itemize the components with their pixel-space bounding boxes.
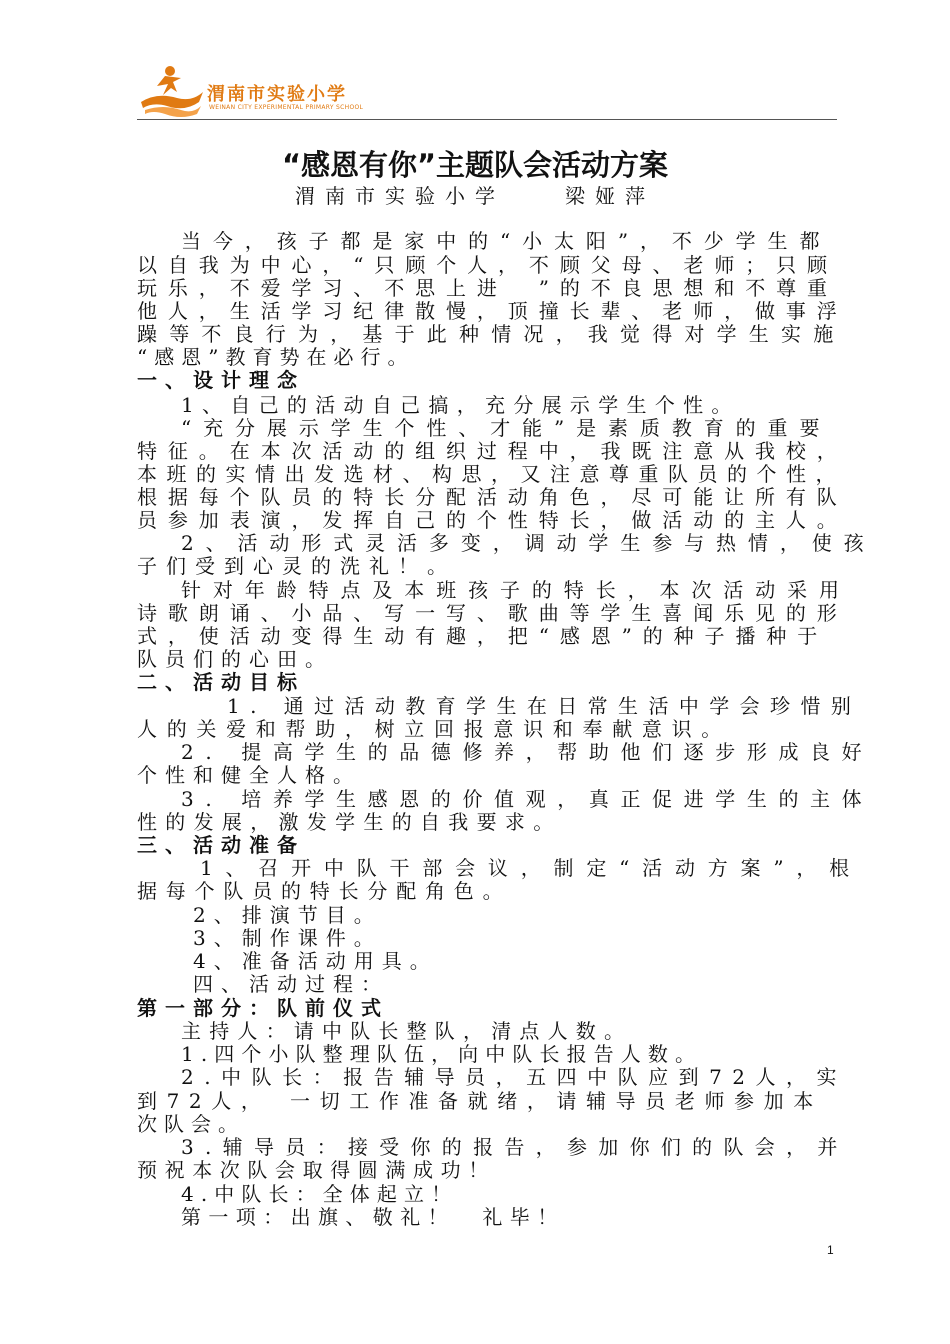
section-heading: 二、活动目标 [137,670,305,694]
body-line: 人的关爱和帮助，树立回报意识和奉献意识。 [137,717,731,741]
section-heading: 第一部分：队前仪式 [137,996,389,1020]
body-line: 第一项：出旗、敬礼！ 礼毕！ [181,1205,565,1229]
body-line: “感恩”教育势在必行。 [137,345,415,369]
school-logo-icon [137,62,205,118]
section-heading: 一、设计理念 [137,368,305,392]
body-line: 他人，生活学习纪律散慢，顶撞长辈、老师，做事浮 [137,299,848,323]
body-line: 1.四个小队整理队伍，向中队长报告人数。 [181,1042,703,1066]
header-divider [137,119,837,120]
body-line: 3.辅导员：接受你的报告，参加你们的队会，并 [181,1135,849,1159]
school-name: 渭南市实验小学 [207,84,347,105]
school-name-english: WEINAN CITY EXPERIMENTAL PRIMARY SCHOOL [209,104,364,111]
body-line: 2、排演节目。 [193,903,382,927]
body-line: 1、召开中队干部会议，制定“活动方案”，根 [200,856,862,880]
body-line: 四、活动过程： [193,972,389,996]
body-line: 主持人：请中队长整队，清点人数。 [181,1019,633,1043]
body-line: 针对年龄特点及本班孩子的特长，本次活动采用 [181,578,851,602]
body-line: 个性和健全人格。 [137,763,361,787]
document-author: 渭南市实验小学 梁娅萍 [295,184,655,208]
section-heading: 三、活动准备 [137,833,305,857]
body-line: 性的发展，激发学生的自我要求。 [137,810,562,834]
document-title: “感恩有你”主题队会活动方案 [281,148,669,182]
body-line: 以自我为中心，“只顾个人，不顾父母、老师；只顾 [137,253,838,277]
page-number: 1 [827,1243,834,1257]
body-line: 预祝本次队会取得圆满成功！ [137,1158,496,1182]
body-line: 次队会。 [137,1112,245,1136]
body-line: 式，使活动变得生动有趣，把“感恩”的种子播种于 [137,624,829,648]
body-line: 2.中队长：报告辅导员，五四中队应到72人，实 [181,1065,848,1089]
body-line: 玩乐，不爱学习、不思上进 ”的不良思想和不尊重 [137,276,838,300]
body-line: 3. 培养学生感恩的价值观，真正促进学生的主体 [181,787,874,811]
body-line: 当今，孩子都是家中的“小太阳”，不少学生都 [181,229,832,253]
page-header [137,58,837,120]
body-line: 队员们的心田。 [137,647,333,671]
body-line: 本班的实情出发选材、构思，又注意尊重队员的个性， [137,462,845,486]
body-line: 特征。在本次活动的组织过程中，我既注意从我校， [137,439,848,463]
body-line: 躁等不良行为，基于此种情况，我觉得对学生实施 [137,322,846,346]
body-line: 到72人， 一切工作准备就绪，请辅导员老师参加本 [137,1089,823,1113]
body-line: 4、准备活动用具。 [193,949,438,973]
body-line: 2、活动形式灵活多变，调动学生参与热情，使孩 [181,531,876,555]
body-line: 1. 通过活动教育学生在日常生活中学会珍惜别 [227,694,862,718]
body-line: 据每个队员的特长分配角色。 [137,879,512,903]
body-line: 2. 提高学生的品德修养，帮助他们逐步形成良好 [181,740,874,764]
body-line: 员参加表演，发挥自己的个性特长，做活动的主人。 [137,508,848,532]
body-line: “充分展示学生个性、才能”是素质教育的重要 [181,416,832,440]
body-line: 根据每个队员的特长分配活动角色，尽可能让所有队 [137,485,848,509]
body-line: 4.中队长：全体起立！ [181,1182,459,1206]
body-line: 3、制作课件。 [193,926,382,950]
body-line: 诗歌朗诵、小品、写一写、歌曲等学生喜闻乐见的形 [137,601,848,625]
body-line: 子们受到心灵的洗礼！。 [137,554,456,578]
body-line: 1、自己的活动自己搞，充分展示学生个性。 [181,393,740,417]
